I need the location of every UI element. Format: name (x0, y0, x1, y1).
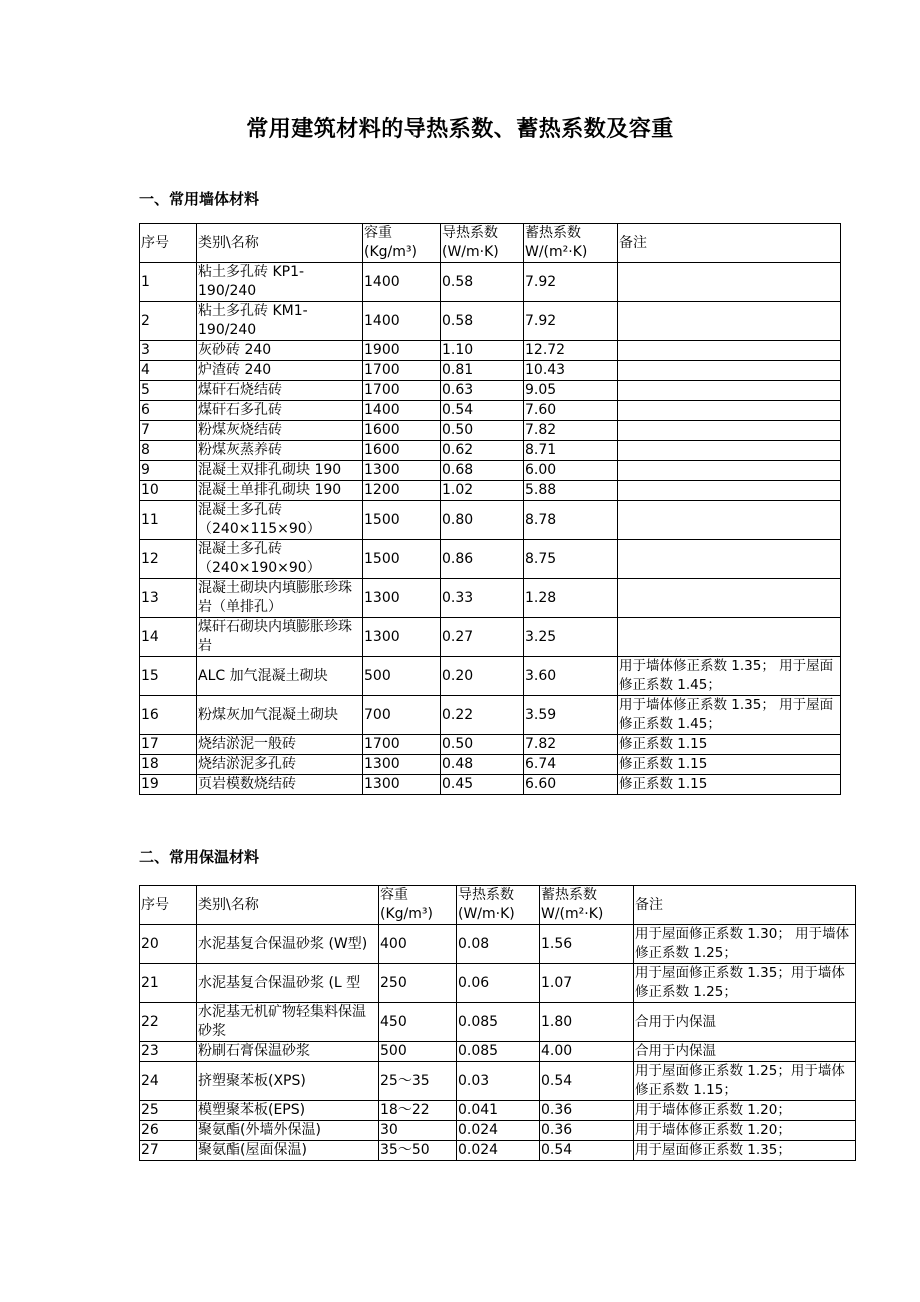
table-row (140, 501, 841, 540)
table-row (140, 579, 841, 618)
cell-no: 6 (140, 401, 197, 421)
table-header-row (140, 224, 841, 263)
cell-conductivity: 0.50 (441, 735, 524, 755)
header-name: 类别\名称 (197, 224, 363, 263)
cell-no: 8 (140, 441, 197, 461)
cell-no: 4 (140, 361, 197, 381)
cell-conductivity: 0.20 (441, 657, 524, 696)
table-row (140, 925, 856, 964)
cell-name: 煤矸石烧结砖 (197, 381, 363, 401)
cell-storage: 10.43 (524, 361, 618, 381)
cell-note: 用于墙体修正系数 1.20； (634, 1121, 856, 1141)
cell-name: 煤矸石多孔砖 (197, 401, 363, 421)
cell-conductivity: 0.68 (441, 461, 524, 481)
cell-name: 煤矸石砌块内填膨胀珍珠岩 (197, 618, 363, 657)
cell-name: ALC 加气混凝土砌块 (197, 657, 363, 696)
table-row (140, 361, 841, 381)
cell-note: 用于屋面修正系数 1.30； 用于墙体修正系数 1.25； (634, 925, 856, 964)
cell-storage: 0.36 (540, 1101, 634, 1121)
cell-density: 1300 (363, 755, 441, 775)
table-row (140, 302, 841, 341)
cell-density: 25～35 (379, 1062, 457, 1101)
cell-no: 23 (140, 1042, 197, 1062)
cell-conductivity: 0.08 (457, 925, 540, 964)
cell-storage: 8.78 (524, 501, 618, 540)
cell-storage: 9.05 (524, 381, 618, 401)
cell-storage: 1.07 (540, 964, 634, 1003)
cell-name: 烧结淤泥多孔砖 (197, 755, 363, 775)
cell-storage: 0.54 (540, 1062, 634, 1101)
cell-conductivity: 0.024 (457, 1121, 540, 1141)
cell-note (618, 302, 841, 341)
cell-name: 粘土多孔砖 KM1-190/240 (197, 302, 363, 341)
cell-name: 炉渣砖 240 (197, 361, 363, 381)
cell-note: 用于墙体修正系数 1.35； 用于屋面修正系数 1.45； (618, 696, 841, 735)
cell-conductivity: 0.03 (457, 1062, 540, 1101)
wall-materials-table (139, 223, 841, 795)
cell-storage: 7.92 (524, 302, 618, 341)
table-row (140, 1003, 856, 1042)
cell-no: 3 (140, 341, 197, 361)
table-row (140, 441, 841, 461)
cell-conductivity: 0.48 (441, 755, 524, 775)
cell-name: 混凝土多孔砖 （240×115×90） (197, 501, 363, 540)
cell-density: 250 (379, 964, 457, 1003)
table-row (140, 1042, 856, 1062)
table-row (140, 1101, 856, 1121)
header-conductivity: 导热系数 (W/m·K) (457, 886, 540, 925)
cell-density: 1600 (363, 421, 441, 441)
cell-no: 2 (140, 302, 197, 341)
header-density: 容重 (Kg/m³) (379, 886, 457, 925)
cell-conductivity: 0.06 (457, 964, 540, 1003)
header-storage: 蓄热系数 W/(m²·K) (540, 886, 634, 925)
table-row (140, 341, 841, 361)
cell-note: 用于屋面修正系数 1.25；用于墙体修正系数 1.15； (634, 1062, 856, 1101)
cell-conductivity: 0.33 (441, 579, 524, 618)
cell-density: 1500 (363, 540, 441, 579)
header-conductivity: 导热系数 (W/m·K) (441, 224, 524, 263)
cell-note: 合用于内保温 (634, 1003, 856, 1042)
cell-storage: 0.54 (540, 1141, 634, 1161)
table-row (140, 657, 841, 696)
cell-density: 1600 (363, 441, 441, 461)
cell-note: 用于屋面修正系数 1.35； (634, 1141, 856, 1161)
header-no: 序号 (140, 886, 197, 925)
cell-density: 1300 (363, 775, 441, 795)
table-header-row (140, 886, 856, 925)
cell-name: 聚氨酯(外墙外保温) (197, 1121, 379, 1141)
cell-storage: 6.00 (524, 461, 618, 481)
cell-no: 25 (140, 1101, 197, 1121)
cell-conductivity: 0.024 (457, 1141, 540, 1161)
cell-density: 1700 (363, 735, 441, 755)
cell-name: 粉煤灰蒸养砖 (197, 441, 363, 461)
header-name: 类别\名称 (197, 886, 379, 925)
cell-storage: 8.75 (524, 540, 618, 579)
cell-no: 17 (140, 735, 197, 755)
cell-no: 21 (140, 964, 197, 1003)
cell-no: 19 (140, 775, 197, 795)
cell-no: 13 (140, 579, 197, 618)
table-row (140, 381, 841, 401)
section-heading-insulation-materials: 二、常用保温材料 (139, 848, 260, 866)
cell-note: 用于屋面修正系数 1.35；用于墙体修正系数 1.25； (634, 964, 856, 1003)
cell-storage: 12.72 (524, 341, 618, 361)
cell-density: 1700 (363, 381, 441, 401)
cell-conductivity: 0.62 (441, 441, 524, 461)
cell-name: 聚氨酯(屋面保温) (197, 1141, 379, 1161)
table-row (140, 263, 841, 302)
cell-density: 18～22 (379, 1101, 457, 1121)
cell-density: 1500 (363, 501, 441, 540)
cell-density: 1700 (363, 361, 441, 381)
table-row (140, 401, 841, 421)
table-row (140, 1121, 856, 1141)
cell-note (618, 401, 841, 421)
cell-note: 修正系数 1.15 (618, 735, 841, 755)
cell-storage: 7.82 (524, 735, 618, 755)
cell-storage: 1.56 (540, 925, 634, 964)
cell-conductivity: 0.81 (441, 361, 524, 381)
table-row (140, 775, 841, 795)
cell-density: 1400 (363, 263, 441, 302)
cell-conductivity: 0.085 (457, 1042, 540, 1062)
cell-name: 混凝土砌块内填膨胀珍珠岩（单排孔） (197, 579, 363, 618)
cell-density: 1300 (363, 579, 441, 618)
cell-no: 18 (140, 755, 197, 775)
cell-density: 1300 (363, 618, 441, 657)
cell-density: 1400 (363, 401, 441, 421)
cell-storage: 8.71 (524, 441, 618, 461)
table-row (140, 421, 841, 441)
cell-no: 20 (140, 925, 197, 964)
cell-note (618, 618, 841, 657)
cell-no: 12 (140, 540, 197, 579)
section-heading-wall-materials: 一、常用墙体材料 (139, 190, 260, 208)
cell-note: 用于墙体修正系数 1.35； 用于屋面修正系数 1.45； (618, 657, 841, 696)
table-row (140, 540, 841, 579)
cell-density: 450 (379, 1003, 457, 1042)
header-no: 序号 (140, 224, 197, 263)
cell-no: 7 (140, 421, 197, 441)
cell-conductivity: 0.085 (457, 1003, 540, 1042)
cell-storage: 6.60 (524, 775, 618, 795)
cell-storage: 7.92 (524, 263, 618, 302)
cell-note (618, 579, 841, 618)
cell-note (618, 421, 841, 441)
cell-name: 页岩模数烧结砖 (197, 775, 363, 795)
cell-density: 1300 (363, 461, 441, 481)
table-row (140, 755, 841, 775)
header-note: 备注 (618, 224, 841, 263)
cell-conductivity: 0.54 (441, 401, 524, 421)
cell-density: 30 (379, 1121, 457, 1141)
cell-conductivity: 0.50 (441, 421, 524, 441)
cell-no: 26 (140, 1121, 197, 1141)
cell-storage: 1.28 (524, 579, 618, 618)
cell-note: 修正系数 1.15 (618, 755, 841, 775)
cell-density: 35～50 (379, 1141, 457, 1161)
cell-no: 22 (140, 1003, 197, 1042)
table-row (140, 1141, 856, 1161)
cell-no: 11 (140, 501, 197, 540)
header-storage: 蓄热系数 W/(m²·K) (524, 224, 618, 263)
cell-name: 模塑聚苯板(EPS) (197, 1101, 379, 1121)
cell-no: 10 (140, 481, 197, 501)
cell-storage: 4.00 (540, 1042, 634, 1062)
cell-name: 粉煤灰加气混凝土砌块 (197, 696, 363, 735)
cell-storage: 0.36 (540, 1121, 634, 1141)
cell-note (618, 341, 841, 361)
cell-storage: 7.60 (524, 401, 618, 421)
cell-note: 修正系数 1.15 (618, 775, 841, 795)
cell-conductivity: 0.27 (441, 618, 524, 657)
cell-name: 灰砂砖 240 (197, 341, 363, 361)
cell-note (618, 461, 841, 481)
insulation-materials-table (139, 885, 856, 1161)
cell-conductivity: 0.45 (441, 775, 524, 795)
table-row (140, 461, 841, 481)
cell-storage: 3.25 (524, 618, 618, 657)
cell-name: 水泥基复合保温砂浆 (W型) (197, 925, 379, 964)
cell-note (618, 481, 841, 501)
cell-no: 9 (140, 461, 197, 481)
table-row (140, 618, 841, 657)
cell-conductivity: 0.63 (441, 381, 524, 401)
cell-storage: 5.88 (524, 481, 618, 501)
cell-density: 1200 (363, 481, 441, 501)
cell-conductivity: 1.02 (441, 481, 524, 501)
cell-conductivity: 0.86 (441, 540, 524, 579)
cell-name: 水泥基复合保温砂浆 (L 型 (197, 964, 379, 1003)
table-row (140, 964, 856, 1003)
cell-storage: 7.82 (524, 421, 618, 441)
cell-conductivity: 0.58 (441, 263, 524, 302)
cell-note (618, 501, 841, 540)
cell-note (618, 361, 841, 381)
cell-note (618, 263, 841, 302)
cell-note (618, 441, 841, 461)
cell-storage: 1.80 (540, 1003, 634, 1042)
cell-conductivity: 0.80 (441, 501, 524, 540)
cell-no: 15 (140, 657, 197, 696)
cell-storage: 3.59 (524, 696, 618, 735)
cell-density: 1400 (363, 302, 441, 341)
cell-density: 500 (379, 1042, 457, 1062)
cell-name: 混凝土双排孔砌块 190 (197, 461, 363, 481)
table-row (140, 1062, 856, 1101)
table-row (140, 696, 841, 735)
cell-density: 500 (363, 657, 441, 696)
cell-name: 挤塑聚苯板(XPS) (197, 1062, 379, 1101)
cell-name: 混凝土单排孔砌块 190 (197, 481, 363, 501)
cell-conductivity: 0.58 (441, 302, 524, 341)
header-density: 容重 (Kg/m³) (363, 224, 441, 263)
cell-no: 14 (140, 618, 197, 657)
cell-no: 1 (140, 263, 197, 302)
cell-name: 粉煤灰烧结砖 (197, 421, 363, 441)
cell-conductivity: 0.041 (457, 1101, 540, 1121)
table-row (140, 735, 841, 755)
cell-density: 400 (379, 925, 457, 964)
cell-name: 烧结淤泥一般砖 (197, 735, 363, 755)
header-note: 备注 (634, 886, 856, 925)
cell-no: 5 (140, 381, 197, 401)
cell-name: 粘土多孔砖 KP1-190/240 (197, 263, 363, 302)
cell-storage: 6.74 (524, 755, 618, 775)
cell-name: 粉刷石膏保温砂浆 (197, 1042, 379, 1062)
cell-note: 合用于内保温 (634, 1042, 856, 1062)
cell-no: 24 (140, 1062, 197, 1101)
cell-no: 16 (140, 696, 197, 735)
cell-name: 混凝土多孔砖 （240×190×90） (197, 540, 363, 579)
cell-note (618, 381, 841, 401)
cell-note: 用于墙体修正系数 1.20； (634, 1101, 856, 1121)
document-title: 常用建筑材料的导热系数、蓄热系数及容重 (246, 117, 674, 142)
cell-conductivity: 0.22 (441, 696, 524, 735)
cell-note (618, 540, 841, 579)
cell-density: 1900 (363, 341, 441, 361)
cell-conductivity: 1.10 (441, 341, 524, 361)
cell-storage: 3.60 (524, 657, 618, 696)
cell-name: 水泥基无机矿物轻集料保温砂浆 (197, 1003, 379, 1042)
cell-no: 27 (140, 1141, 197, 1161)
cell-density: 700 (363, 696, 441, 735)
table-row (140, 481, 841, 501)
